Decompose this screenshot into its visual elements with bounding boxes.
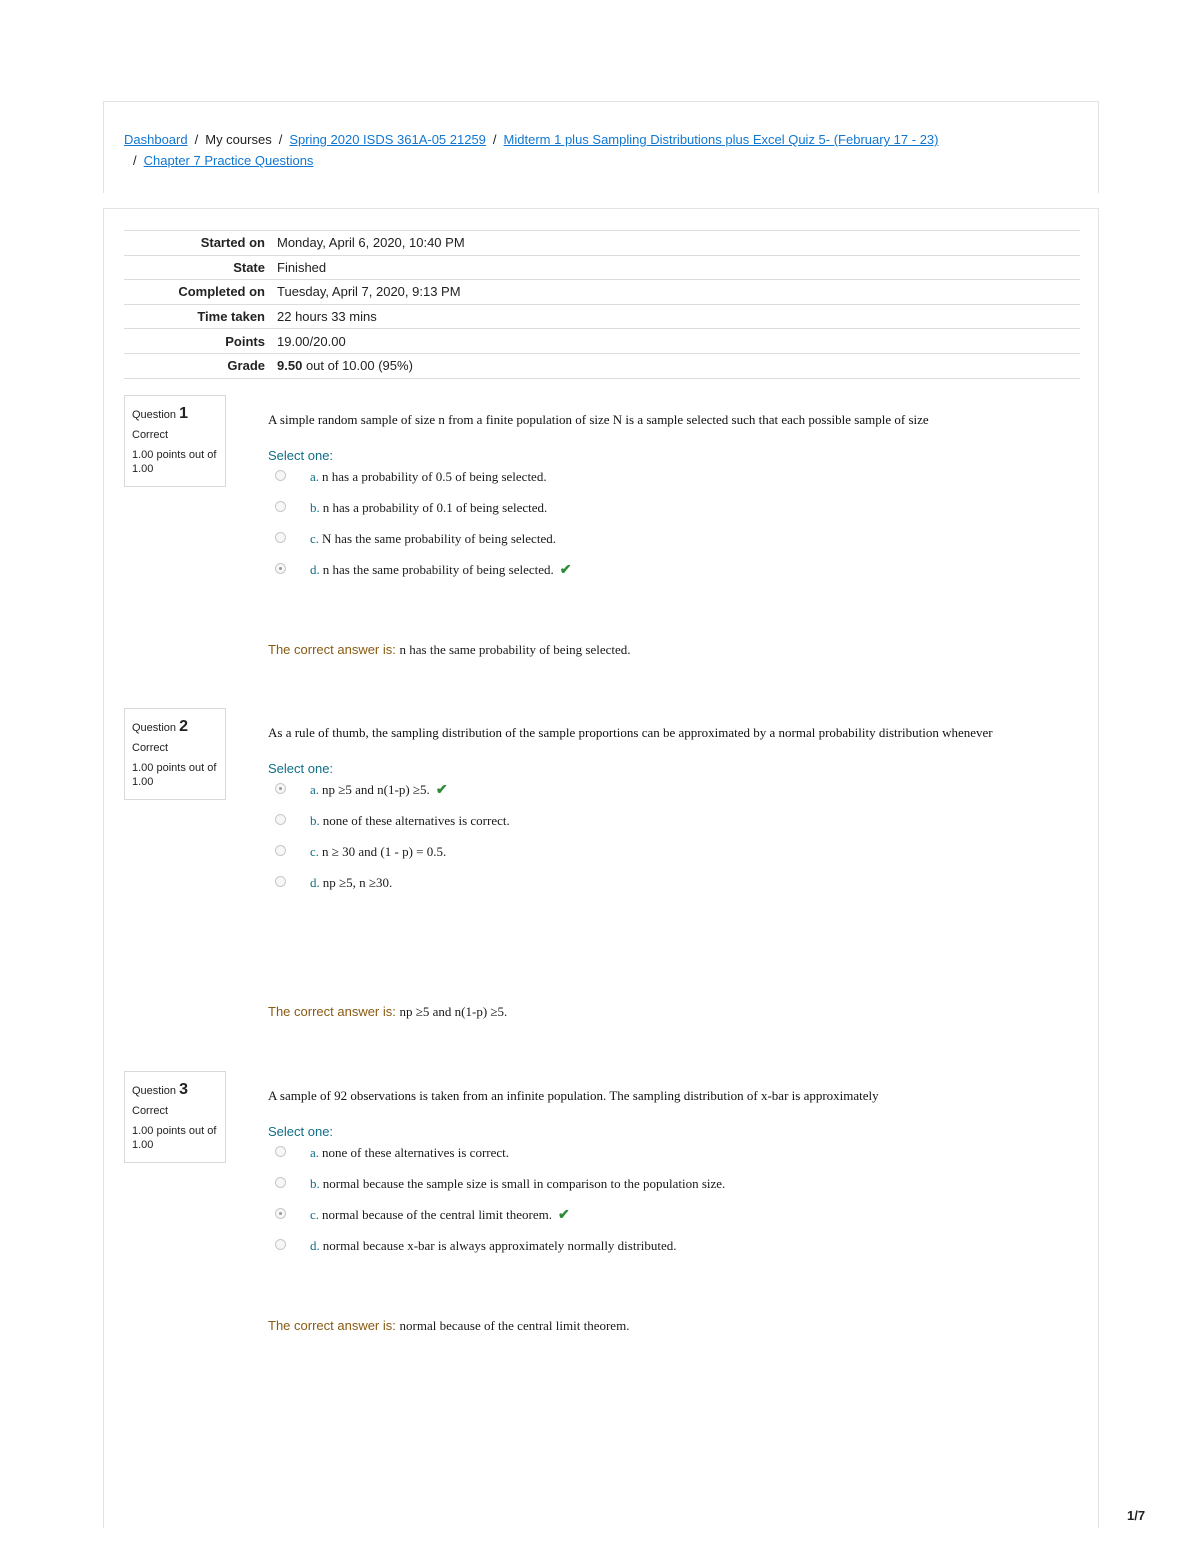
answer-option[interactable] xyxy=(268,1176,1068,1207)
summary-row xyxy=(124,231,1080,256)
summary-value: Finished xyxy=(277,259,327,275)
breadcrumb-course-link[interactable]: Spring 2020 ISDS 361A-05 21259 xyxy=(289,132,486,147)
radio-button[interactable] xyxy=(275,1177,286,1188)
answer-letter: d. xyxy=(310,1238,320,1253)
breadcrumb-separator: / xyxy=(278,132,283,147)
answer-text: normal because the sample size is small in comparison to the population size. xyxy=(322,1176,726,1191)
radio-button[interactable] xyxy=(275,814,286,825)
answer-option[interactable] xyxy=(268,813,1068,844)
summary-row xyxy=(124,329,1080,354)
answer-option[interactable] xyxy=(268,531,1068,562)
summary-row xyxy=(124,255,1080,280)
breadcrumb-quiz-link[interactable]: Chapter 7 Practice Questions xyxy=(143,153,314,168)
correct-answer-text: np ≥5 and n(1-p) ≥5. xyxy=(399,1004,508,1019)
answer-letter: d. xyxy=(310,562,320,577)
question-content-3 xyxy=(268,1085,1068,1333)
question-content-2 xyxy=(268,722,1068,1019)
answer-letter: a. xyxy=(310,1145,320,1160)
answer-option[interactable] xyxy=(268,1145,1068,1176)
question-info-1 xyxy=(124,395,226,487)
answer-letter: b. xyxy=(310,1176,320,1191)
summary-value: Tuesday, April 7, 2020, 9:13 PM xyxy=(277,284,461,300)
radio-button[interactable] xyxy=(275,876,286,887)
question-number: 1 xyxy=(179,405,188,422)
breadcrumb-dashboard-link[interactable]: Dashboard xyxy=(124,132,188,147)
answer-letter: b. xyxy=(310,813,320,828)
answer-option[interactable] xyxy=(268,500,1068,531)
question-number: 2 xyxy=(179,718,188,735)
correct-answer-label: The correct answer is: xyxy=(268,642,396,657)
correct-answer-text: normal because of the central limit theorem. xyxy=(399,1318,630,1333)
question-text: A sample of 92 observations is taken from an infinite population. The sampling distribution of x-bar is approximately xyxy=(268,1088,879,1103)
summary-label: Completed on xyxy=(178,284,265,300)
question-text: A simple random sample of size n from a finite population of size N is a sample selected such that each possible sample of size xyxy=(268,412,929,427)
correct-answer-label: The correct answer is: xyxy=(268,1318,396,1333)
correct-answer-label: The correct answer is: xyxy=(268,1004,396,1019)
summary-label: Grade xyxy=(227,358,265,374)
answer-text: n has a probability of 0.1 of being selected. xyxy=(322,500,548,515)
answer-text: normal because x-bar is always approximately normally distributed. xyxy=(322,1238,677,1253)
question-info-3 xyxy=(124,1071,226,1163)
answer-text: np ≥5 and n(1-p) ≥5. xyxy=(322,782,430,797)
breadcrumb-section-link[interactable]: Midterm 1 plus Sampling Distributions plus Excel Quiz 5- (February 17 - 23) xyxy=(503,132,939,147)
radio-button-selected[interactable] xyxy=(275,1208,286,1219)
answer-text: n has the same probability of being selected. xyxy=(322,562,554,577)
answer-text: n has a probability of 0.5 of being selected. xyxy=(322,469,547,484)
answer-text: normal because of the central limit theorem. xyxy=(322,1207,552,1222)
breadcrumb-panel xyxy=(103,101,1099,193)
correct-answer-text: n has the same probability of being selected. xyxy=(399,642,631,657)
check-icon: ✔ xyxy=(435,783,448,798)
answer-text: none of these alternatives is correct. xyxy=(322,1145,510,1160)
breadcrumb-separator: / xyxy=(133,153,137,168)
grade-value: 9.50 xyxy=(277,358,303,374)
question-grade: 1.00 points out of 1.00 xyxy=(132,762,217,788)
select-one-label: Select one: xyxy=(268,761,334,776)
correct-answer xyxy=(268,1004,507,1020)
answer-option[interactable] xyxy=(268,1207,1068,1238)
answer-option[interactable] xyxy=(268,875,1068,906)
breadcrumb-separator: / xyxy=(492,132,497,147)
summary-value: 19.00/20.00 xyxy=(277,333,346,349)
page-number: 1/7 xyxy=(1127,1508,1146,1523)
answer-option[interactable] xyxy=(268,844,1068,875)
attempt-summary-table xyxy=(124,230,1080,379)
question-info-2 xyxy=(124,708,226,800)
answer-letter: c. xyxy=(310,1207,320,1222)
answer-text: none of these alternatives is correct. xyxy=(322,813,510,828)
summary-label: State xyxy=(233,259,265,275)
answer-letter: a. xyxy=(310,469,320,484)
select-one-label: Select one: xyxy=(268,448,334,463)
answer-letter: d. xyxy=(310,875,320,890)
answer-option[interactable] xyxy=(268,782,1068,813)
summary-value xyxy=(277,353,1080,378)
question-state: Correct xyxy=(132,429,169,441)
radio-button[interactable] xyxy=(275,1239,286,1250)
question-number: 3 xyxy=(179,1081,188,1098)
question-grade: 1.00 points out of 1.00 xyxy=(132,1125,217,1151)
summary-label: Started on xyxy=(200,235,265,251)
question-state: Correct xyxy=(132,742,169,754)
summary-row-grade xyxy=(124,353,1080,378)
answer-option[interactable] xyxy=(268,562,1068,593)
radio-button[interactable] xyxy=(275,845,286,856)
question-text: As a rule of thumb, the sampling distribution of the sample proportions can be approximated by a normal probability distribution whenever xyxy=(268,725,993,740)
answer-letter: c. xyxy=(310,844,320,859)
check-icon: ✔ xyxy=(557,1208,570,1223)
question-state: Correct xyxy=(132,1105,169,1117)
answer-letter: a. xyxy=(310,782,320,797)
correct-answer xyxy=(268,1318,629,1334)
summary-row xyxy=(124,280,1080,305)
question-label: Question xyxy=(132,409,177,421)
answer-list xyxy=(268,469,1068,593)
radio-button[interactable] xyxy=(275,1146,286,1157)
question-label: Question xyxy=(132,1085,177,1097)
grade-suffix: out of 10.00 (95%) xyxy=(305,358,413,374)
answer-letter: c. xyxy=(310,531,320,546)
breadcrumb xyxy=(124,129,1084,171)
answer-letter: b. xyxy=(310,500,320,515)
radio-button-selected[interactable] xyxy=(275,783,286,794)
answer-option[interactable] xyxy=(268,469,1068,500)
summary-label: Points xyxy=(225,333,265,349)
question-content-1 xyxy=(268,409,1068,657)
select-one-label: Select one: xyxy=(268,1124,334,1139)
radio-button[interactable] xyxy=(275,470,286,481)
answer-list xyxy=(268,782,1068,906)
summary-label: Time taken xyxy=(197,309,265,325)
question-grade: 1.00 points out of 1.00 xyxy=(132,449,217,475)
answer-text: N has the same probability of being selected. xyxy=(322,531,556,546)
radio-button[interactable] xyxy=(275,532,286,543)
quiz-review-panel xyxy=(103,208,1099,1528)
breadcrumb-my-courses: My courses xyxy=(205,132,272,147)
summary-value: 22 hours 33 mins xyxy=(277,309,377,325)
answer-text: n ≥ 30 and (1 - p) = 0.5. xyxy=(322,844,447,859)
answer-text: np ≥5, n ≥30. xyxy=(322,875,393,890)
correct-answer xyxy=(268,642,631,658)
summary-row xyxy=(124,304,1080,329)
breadcrumb-separator: / xyxy=(194,132,199,147)
check-icon: ✔ xyxy=(559,563,572,578)
radio-button-selected[interactable] xyxy=(275,563,286,574)
summary-value: Monday, April 6, 2020, 10:40 PM xyxy=(277,235,465,251)
radio-button[interactable] xyxy=(275,501,286,512)
answer-option[interactable] xyxy=(268,1238,1068,1269)
question-label: Question xyxy=(132,722,177,734)
answer-list xyxy=(268,1145,1068,1269)
